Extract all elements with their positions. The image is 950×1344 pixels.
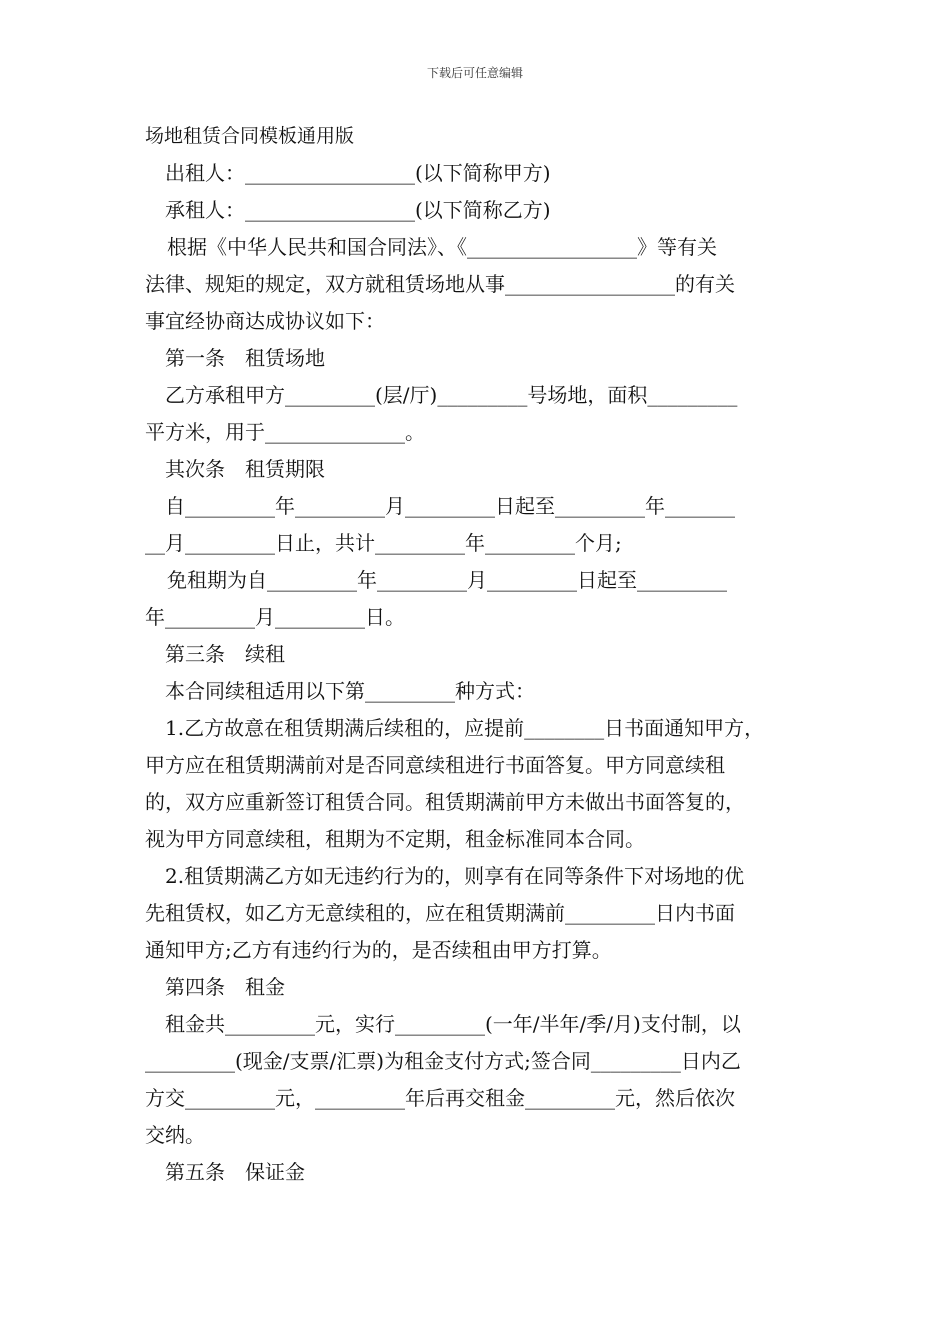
clause-line: 自_________年_________月_________日起至_________年_______ — [165, 494, 735, 518]
document-title: 场地租赁合同模板通用版 — [145, 125, 355, 147]
document-body — [145, 118, 825, 1191]
article-heading: 第五条 保证金 — [165, 1160, 305, 1184]
page-header: 下载后可任意编辑 — [426, 66, 523, 80]
clause-line: 免租期为自_________年_________月_________日起至_________ — [167, 568, 727, 592]
clause-line: 年_________月_________日。 — [145, 605, 405, 629]
preamble-line: 事宜经协商达成协议如下： — [145, 309, 385, 333]
clause-line: 平方米，用于______________。 — [145, 420, 425, 444]
article-heading: 第三条 续租 — [165, 642, 285, 666]
clause-line: 乙方承租甲方_________(层/厅)_________号场地，面积_________ — [165, 383, 738, 407]
clause-line: 交纳。 — [145, 1123, 205, 1147]
preamble-line: 根据《中华人民共和国合同法》、《_________________》等有关 — [167, 235, 717, 259]
clause-line: 租金共_________元，实行_________(一年/半年/季/月)支付制，以 — [165, 1012, 741, 1036]
clause-line: __月_________日止，共计_________年_________个月; — [145, 531, 622, 555]
article-heading: 第一条 租赁场地 — [165, 346, 325, 370]
clause-line: 通知甲方;乙方有违约行为的，是否续租由甲方打算。 — [145, 938, 612, 962]
clause-line: 本合同续租适用以下第_________种方式： — [165, 679, 535, 703]
preamble-line: 法律、规矩的规定，双方就租赁场地从事_________________的有关 — [145, 272, 735, 296]
clause-line: 2.租赁期满乙方如无违约行为的，则享有在同等条件下对场地的优 — [165, 864, 745, 888]
lessee-line: 承租人：_________________(以下简称乙方) — [165, 198, 551, 222]
clause-line: 1.乙方故意在租赁期满后续租的，应提前________日书面通知甲方， — [165, 716, 765, 740]
clause-line: 甲方应在租赁期满前对是否同意续租进行书面答复。甲方同意续租 — [145, 753, 725, 777]
clause-line: 先租赁权，如乙方无意续租的，应在租赁期满前_________日内书面 — [145, 901, 735, 925]
clause-line: 视为甲方同意续租，租期为不定期，租金标准同本合同。 — [145, 827, 645, 851]
lessor-line: 出租人：_________________(以下简称甲方) — [165, 161, 551, 185]
clause-line: 方交_________元，_________年后再交租金_________元，然后依次 — [145, 1086, 735, 1110]
article-heading: 第四条 租金 — [165, 975, 285, 999]
article-heading: 其次条 租赁期限 — [165, 457, 325, 481]
clause-line: 的，双方应重新签订租赁合同。租赁期满前甲方未做出书面答复的， — [145, 790, 745, 814]
clause-line: _________(现金/支票/汇票)为租金支付方式;签合同_________日内乙 — [145, 1049, 741, 1073]
